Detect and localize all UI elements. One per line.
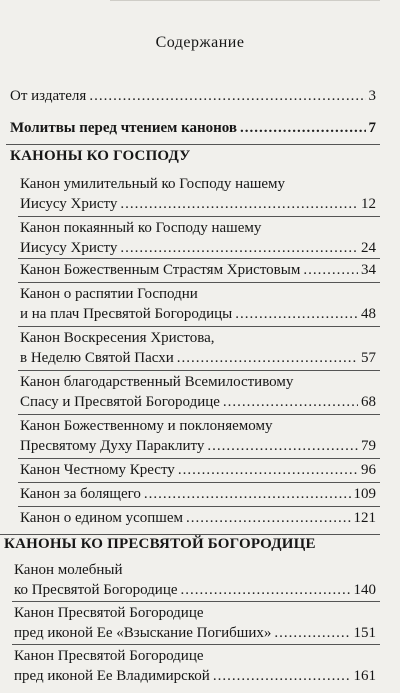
toc-entry[interactable] xyxy=(14,646,376,686)
toc-page-number: 57 xyxy=(361,350,376,366)
toc-page-number: 68 xyxy=(361,394,376,410)
toc-entry-label: Иисусу Христу xyxy=(20,240,118,256)
toc-entry-label: Канон за болящего xyxy=(20,486,141,502)
toc-entry-label: Канон умилительный ко Господу нашему xyxy=(20,176,286,192)
toc-entry-label: Канон Пресвятой Богородице xyxy=(14,648,204,664)
leader-dots xyxy=(89,86,365,106)
toc-page-number: 140 xyxy=(353,582,376,598)
divider xyxy=(18,506,380,507)
toc-entry[interactable] xyxy=(20,372,376,412)
toc-page-number: 34 xyxy=(361,262,376,278)
leader-dots xyxy=(178,460,358,480)
leader-dots xyxy=(186,508,350,528)
leader-dots xyxy=(120,238,358,258)
toc-page-number: 12 xyxy=(361,196,376,212)
divider xyxy=(18,370,380,371)
toc-entry-label: Канон Божественному и поклоняемому xyxy=(20,418,273,434)
toc-page-number: 121 xyxy=(353,510,376,526)
section-heading-theotokos: КАНОНЫ КО ПРЕСВЯТОЙ БОГОРОДИЦЕ xyxy=(4,536,316,552)
toc-entry[interactable] xyxy=(14,560,376,600)
leader-dots xyxy=(177,348,358,368)
divider xyxy=(18,326,380,327)
toc-entry-label: Канон Честному Кресту xyxy=(20,462,175,478)
toc-entry[interactable] xyxy=(14,603,376,643)
divider xyxy=(18,458,380,459)
toc-entry-label: ко Пресвятой Богородице xyxy=(14,582,178,598)
toc-entry-label: и на плач Пресвятой Богородицы xyxy=(20,306,233,322)
leader-dots xyxy=(274,623,350,643)
divider xyxy=(18,282,380,283)
toc-entry-prayers[interactable] xyxy=(10,118,376,138)
divider xyxy=(6,144,380,145)
toc-entry-label: Спасу и Пресвятой Богородице xyxy=(20,394,220,410)
divider xyxy=(18,258,380,259)
toc-page-number: 109 xyxy=(353,486,376,502)
toc-entry[interactable] xyxy=(20,328,376,368)
toc-page-number: 7 xyxy=(368,120,376,136)
leader-dots xyxy=(303,260,358,280)
leader-dots xyxy=(213,666,351,686)
toc-entry[interactable] xyxy=(20,218,376,258)
toc-entry-label: Иисусу Христу xyxy=(20,196,118,212)
toc-entry[interactable] xyxy=(20,416,376,456)
toc-page-number: 161 xyxy=(353,668,376,684)
toc-entry-publisher[interactable] xyxy=(10,86,376,106)
bleed-through-header xyxy=(0,0,400,16)
toc-page-number: 79 xyxy=(361,438,376,454)
toc-page-number: 48 xyxy=(361,306,376,322)
divider xyxy=(18,216,380,217)
toc-entry[interactable] xyxy=(20,284,376,324)
leader-dots xyxy=(240,118,365,138)
toc-entry-label: Канон покаянный ко Господу нашему xyxy=(20,220,262,236)
leader-dots xyxy=(223,392,358,412)
toc-entry-label: Пресвятому Духу Параклиту xyxy=(20,438,205,454)
section-heading-lord: КАНОНЫ КО ГОСПОДУ xyxy=(10,148,191,164)
toc-entry-label: От издателя xyxy=(10,88,87,104)
toc-entry[interactable] xyxy=(20,484,376,504)
leader-dots xyxy=(120,194,358,214)
divider xyxy=(18,482,380,483)
toc-entry[interactable] xyxy=(20,460,376,480)
toc-entry-label: Канон о распятии Господни xyxy=(20,286,198,302)
toc-page-number: 151 xyxy=(353,625,376,641)
leader-dots xyxy=(207,436,358,456)
toc-entry-label: Канон Божественным Страстям Христовым xyxy=(20,262,301,278)
toc-entry-label: Канон Воскресения Христова, xyxy=(20,330,215,346)
toc-entry[interactable] xyxy=(20,260,376,280)
toc-entry-label: Молитвы перед чтением канонов xyxy=(10,120,238,136)
toc-entry-label: Канон молебный xyxy=(14,562,123,578)
toc-page-number: 3 xyxy=(368,88,376,104)
toc-entry-label: Канон о едином усопшем xyxy=(20,510,184,526)
divider xyxy=(12,601,380,602)
toc-entry-label: пред иконой Ее Владимирской xyxy=(14,668,210,684)
toc-entry[interactable] xyxy=(20,174,376,214)
toc-entry-label: пред иконой Ее «Взыскание Погибших» xyxy=(14,625,272,641)
toc-entry-label: Канон Пресвятой Богородице xyxy=(14,605,204,621)
leader-dots xyxy=(235,304,358,324)
divider xyxy=(12,644,380,645)
toc-entry[interactable] xyxy=(20,508,376,528)
toc-page-number: 96 xyxy=(361,462,376,478)
toc-page-number: 24 xyxy=(361,240,376,256)
leader-dots xyxy=(181,580,351,600)
page-title: Содержание xyxy=(155,34,245,51)
leader-dots xyxy=(144,484,351,504)
toc-entry-label: Канон благодарственный Всемилостивому xyxy=(20,374,294,390)
divider xyxy=(18,414,380,415)
toc-entry-label: в Неделю Святой Пасхи xyxy=(20,350,174,366)
divider xyxy=(0,534,380,535)
